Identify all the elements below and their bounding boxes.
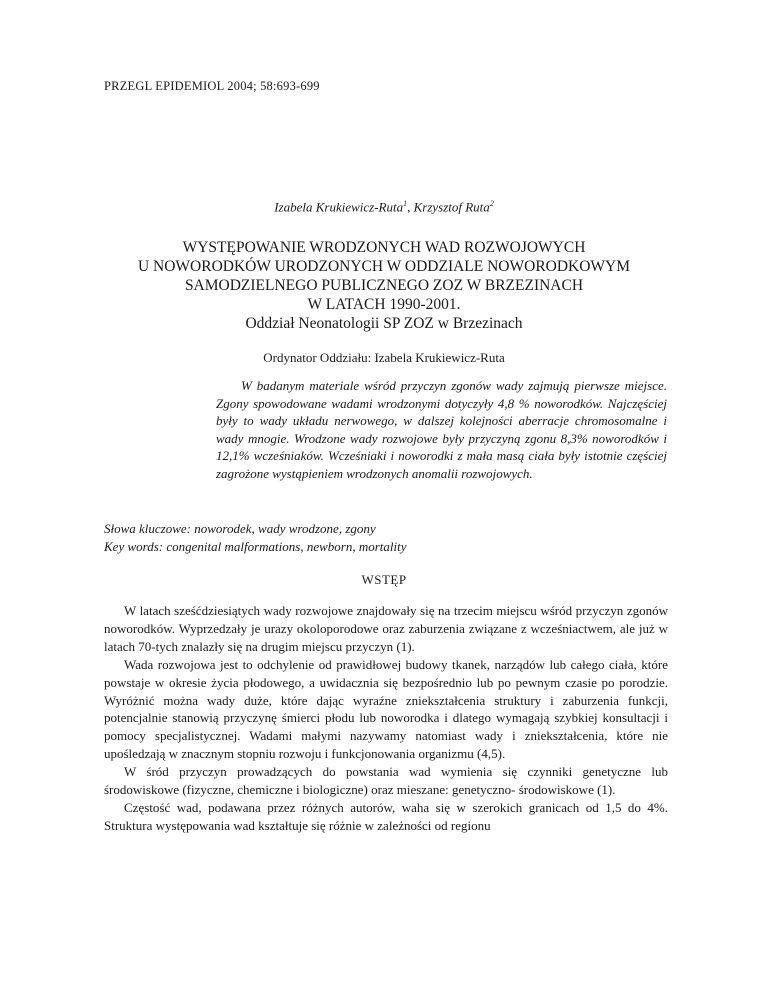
title-line: W LATACH 1990-2001. [307,296,461,313]
section-body [104,602,668,835]
title-line: WYSTĘPOWANIE WRODZONYCH WAD ROZWOJOWYCH [182,239,586,256]
head-of-unit: Ordynator Oddziału: Izabela Krukiewicz-Ruta [263,350,505,365]
title-line: Oddział Neonatologii SP ZOZ w Brzezinach [245,315,523,332]
affiliation-marker: 1 [403,199,408,208]
title-line: SAMODZIELNEGO PUBLICZNEGO ZOZ W BRZEZINACH [184,277,584,294]
abstract: W badanym materiale wśród przyczyn zgonów wady zajmują pierwsze miejsce. Zgony spowodowane wadami wrodzonymi dotyczyły 4,8 % noworodków. Najczęściej były to wady układu nerwowego, w dalszej kolejności aberracje chromosomalne i wady mnogie. Wrodzone wady rozwojowe były przyczyną zgonu 8,3% noworodków i 12,1% wcześniaków. Wcześniaki i noworodki z mała masą ciała były istotnie częściej zagrożone wystąpieniem wrodzonych anomalii rozwojowych. [216,378,667,481]
title-line: U NOWORODKÓW URODZONYCH W ODDZIALE NOWORODKOWYM [137,258,631,275]
section-heading: WSTĘP [361,572,407,587]
paragraph: Wada rozwojowa jest to odchylenie od prawidłowej budowy tkanek, narządów lub całego ciała, które powstaje w okresie życia płodowego, a uwidacznia się bezpośrednio lub po pewnym czasie po porodzie. Wyróżnić można wady duże, które dając wyraźne zniekształcenia struktury i zaburzenia funkcji, potencjalnie stanowią przyczynę śmierci płodu lub noworodka i dlatego wymagają szybkiej konsultacji i pomocy specjalistycznej. Wadami małymi nazywamy natomiast wady i zniekształcenia, które nie upośledzają w znacznym stopniu rozwoju i funkcjonowania organizmu (4,5). [104,656,668,762]
paragraph: W latach sześćdziesiątych wady rozwojowe znajdowały się na trzecim miejscu wśród przyczyn zgonów noworodków. Wyprzedzały je urazy okoloporodowe oraz zaburzenia związane z wcześniactwem, ale już w latach 70-tych znalazły się na drugim miejscu przyczyn (1). [104,603,668,654]
paragraph: Częstość wad, podawana przez różnych autorów, waha się w szerokich granicach od 1,5 do 4%. Struktura występowania wad kształtuje się różnie w zależności od regionu [104,799,668,833]
keywords-polish: Słowa kluczowe: noworodek, wady wrodzone, zgony [104,521,376,536]
paragraph: W śród przyczyn prowadzących do powstania wad wymienia się czynniki genetyczne lub środowiskowe (fizyczne, chemiczne i biologiczne) oraz mieszane: genetyczno- środowiskowe (1). [104,764,668,798]
keywords-english: Key words: congenital malformations, newborn, mortality [104,538,407,554]
author-name: Izabela Krukiewicz-Ruta [274,199,404,215]
affiliation-marker: 2 [489,199,494,208]
journal-reference: PRZEGL EPIDEMIOL 2004; 58:693-699 [104,79,320,93]
keywords-block [104,520,668,556]
author-line [0,199,768,215]
author-name: Krzysztof Ruta [413,199,490,215]
article-title [100,238,668,333]
author-separator: , [407,199,414,215]
